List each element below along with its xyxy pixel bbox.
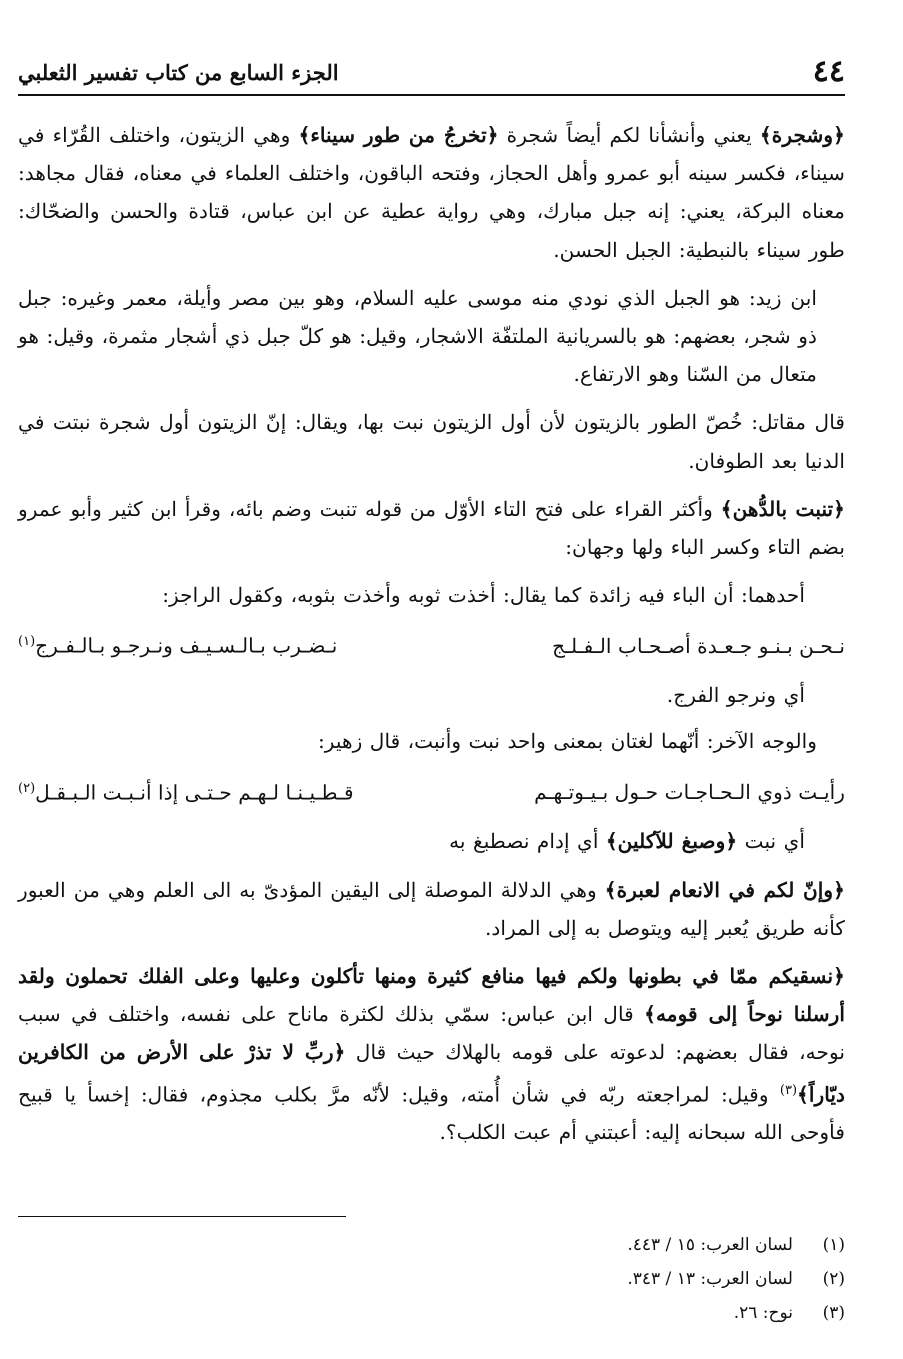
footnotes: [360, 1228, 845, 1330]
paragraph-4: [18, 490, 845, 566]
quran-quote: ﴿تخرجُ من طور سيناء﴾: [298, 123, 499, 147]
footnote-marker: (٣): [779, 1082, 798, 1098]
footnote-marker: (١): [18, 634, 36, 650]
paragraph-1: [18, 116, 845, 269]
footnote-text: لسان العرب: ١٣ / ٣٤٣.: [627, 1269, 793, 1289]
quran-quote: ﴿ربِّ لا تذرْ على الأرض من الكافرين ديّاراً﴾: [18, 1040, 845, 1107]
page-header: [18, 52, 845, 96]
quran-quote: ﴿وصبغ للآكلين﴾: [605, 829, 738, 854]
quran-quote: ﴿وإنّ لكم في الانعام لعبرة﴾: [604, 877, 845, 902]
paragraph-text: وقيل: لمراجعته ربّه في شأن أُمته، وقيل: لأنّه مرَّ بكلب مجذوم، فقال: إخسأ يا قبيح فأوحى الله سبحانه إليه: أعبتني أم عبت الكلب؟.: [18, 1082, 845, 1145]
quran-quote: ﴿تنبت بالدُّهن﴾: [720, 496, 845, 521]
footnote-text: نوح: ٢٦.: [733, 1303, 793, 1323]
poem-hemistich-first: رأيـت ذوي الـحـاجـات حـول بـيـوتـهـم: [534, 780, 845, 805]
paragraph-text: وهي الدلالة الموصلة إلى اليقين المؤدىّ به الى العلم وهي من العبور كأنه طريق يُعبر إليه ويتوصل به إلى المراد.: [18, 877, 845, 940]
poem-hemistich-first: نـحـن بـنـو جـعـدة أصـحـاب الـفـلـج: [552, 634, 845, 659]
page-body: [18, 116, 845, 1162]
footnote-number: (٢): [822, 1269, 845, 1289]
page-number: ٤٤: [812, 54, 845, 89]
poem-hemistich-second: قـطـيـنـا لـهـم حـتـى إذا أنـبـت الـبـقـل$^{(٢)}$: [18, 780, 354, 805]
paragraph-text: وأكثر القراء على فتح التاء الأوّل من قوله تنبت وضم بائه، وقرأ ابن كثير وأبو عمرو بضم التاء وكسر الباء ولها وجهان:: [18, 496, 845, 560]
page-title: الجزء السابع من كتاب تفسير الثعلبي: [18, 60, 339, 85]
footnote-divider: [18, 1216, 346, 1217]
footnote-1: [360, 1228, 845, 1262]
paragraph-text: وهي الزيتون، واختلف القُرّاء في سيناء، فكسر سينه أبو عمرو وأهل الحجاز، وفتحه الباقون، واختلف العلماء في معناه، فقال مجاهد: معناه البركة، يعني: إنه جبل مبارك، وهي رواية عطية عن ابن عباس، قتادة والحسن والضحّاك: طور سيناء بالنبطية: الجبل الحسن.: [18, 123, 845, 262]
paragraph-text: أي إدام نصطبغ به: [449, 829, 606, 854]
paragraph-7: والوجه الآخر: أنّهما لغتان بمعنى واحد نبت وأنبت، قال زهير:: [317, 729, 817, 754]
paragraph-text: يعني وأنشأنا لكم أيضاً شجرة: [498, 123, 760, 147]
poem-hemistich-second: نـضـرب بـالـسـيـف ونـرجـو بـالـفـرج$^{(١)}$: [18, 634, 338, 659]
poem-verse-2: [18, 769, 845, 813]
paragraph-5: أحدهما: أن الباء فيه زائدة كما يقال: أخذت ثوبه وأخذت بثوبه، وكقول الراجز:: [162, 583, 805, 608]
paragraph-3: قال مقاتل: خُصّ الطور بالزيتون لأن أول الزيتون نبت بها، ويقال: إنّ الزيتون أول شجرة نبتت في الدنيا بعد الطوفان.: [18, 410, 845, 473]
paragraph-6: أي ونرجو الفرج.: [666, 683, 805, 708]
footnote-2: [360, 1262, 845, 1296]
paragraph-text: أي نبت: [737, 829, 805, 854]
paragraph-9: [18, 871, 845, 947]
quran-quote: ﴿وشجرة﴾: [759, 123, 845, 147]
poem-verse-1: [18, 622, 845, 666]
paragraph-8: [18, 822, 845, 860]
footnote-number: (١): [822, 1235, 845, 1255]
paragraph-2: ابن زيد: هو الجبل الذي نودي منه موسى عليه السلام، وهو بين مصر وأيلة، معمر وغيره: جبل ذو شجر، بعضهم: هو بالسريانية الملتفّة الاشجار، وقيل: هو كلّ جبل ذي أشجار مثمرة، وقيل: هو متعال من السّنا وهو الارتفاع.: [18, 285, 817, 387]
footnote-3: [360, 1296, 845, 1330]
quran-quote: ﴿نسقيكم ممّا في بطونها ولكم فيها منافع كثيرة ومنها تأكلون وعليها وعلى الفلك تحملون ولقد أرسلنا نوحاً إلى قومه﴾: [18, 963, 845, 1027]
footnote-number: (٣): [822, 1303, 845, 1323]
footnote-marker: (٢): [18, 780, 36, 796]
paragraph-text: قال ابن عباس: سمّي بذلك لكثرة ماناح على نفسه، واختلف في سبب نوحه، فقال بعضهم: لدعوته على قومه بالهلاك حيث قال: [18, 1002, 845, 1065]
paragraph-10: [18, 957, 845, 1152]
footnote-text: لسان العرب: ١٥ / ٤٤٣.: [627, 1235, 793, 1255]
